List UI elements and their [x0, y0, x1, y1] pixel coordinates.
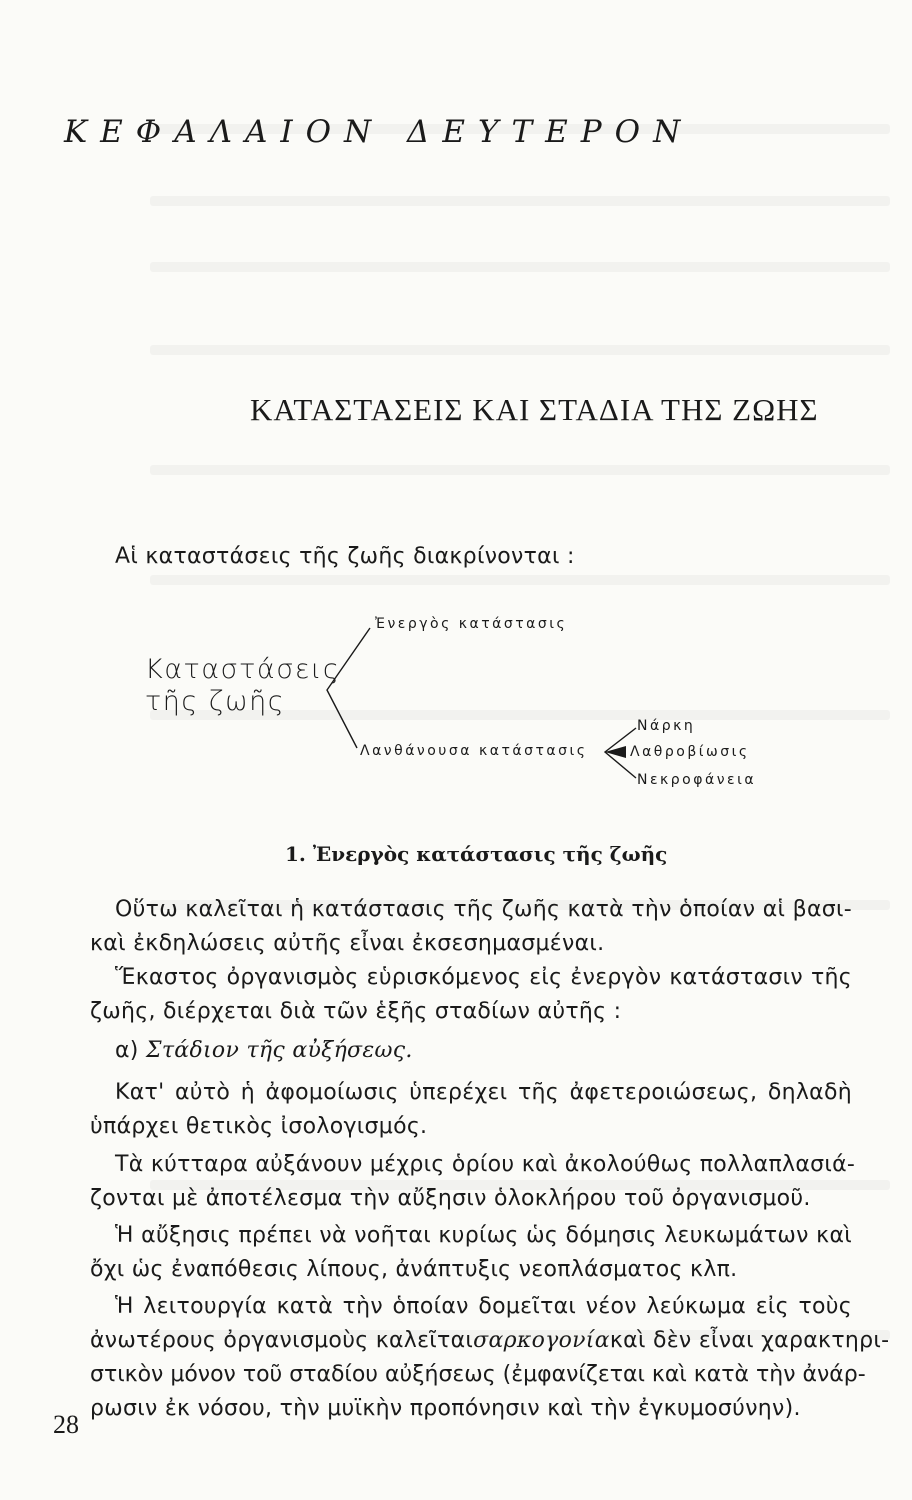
diagram-latent-sub-2: Λαθροβίωσις — [630, 744, 750, 760]
body-line: Οὕτω καλεῖται ἡ κατάστασις τῆς ζωῆς κατὰ τὴν ὁποίαν αἱ βασι- — [115, 897, 852, 922]
arrow-head — [605, 746, 626, 758]
intro-text: Αἱ καταστάσεις τῆς ζωῆς διακρίνονται : — [115, 544, 575, 569]
body-line: Ἕκαστος ὀργανισμὸς εὑρισκόμενος εἰς ἐνεργὸν κατάστασιν τῆς — [115, 965, 852, 990]
stage-a-title: Στάδιον τῆς αὐξήσεως. — [145, 1038, 413, 1063]
diagram-root-line2: τῆς ζωῆς — [145, 686, 286, 717]
body-line: ὑπάρχει θετικὸς ἰσολογισμός. — [90, 1114, 428, 1139]
diagram-branch-active: Ἐνεργὸς κατάστασις — [375, 616, 568, 632]
body-line: στικὸν μόνον τοῦ σταδίου αὐξήσεως (ἐμφανίζεται καὶ κατὰ τὴν ἀνάρ- — [90, 1362, 866, 1387]
body-line: ρωσιν ἐκ νόσου, τὴν μυϊκὴν προπόνησιν καὶ τὴν ἐγκυμοσύνην). — [90, 1396, 801, 1421]
stage-a-heading — [115, 1034, 852, 1068]
body-line: Ἡ λειτουργία κατὰ τὴν ὁποίαν δομεῖται νέον λεύκωμα εἰς τοὺς — [115, 1294, 852, 1319]
body-line: Τὰ κύτταρα αὐξάνουν μέχρις ὁρίου καὶ ἀκολούθως πολλαπλασιά- — [115, 1152, 856, 1177]
chapter-heading: ΚΕΦΑΛΑΙΟΝ ΔΕΥΤΕΡΟΝ — [64, 114, 694, 150]
stage-a-marker: α) — [115, 1038, 139, 1063]
body-line: ζονται μὲ ἀποτέλεσμα τὴν αὔξησιν ὁλοκλήρου τοῦ ὀργανισμοῦ. — [90, 1186, 811, 1211]
body-line: ὄχι ὡς ἐναπόθεσις λίπους, ἀνάπτυξις νεοπλάσματος κλπ. — [90, 1257, 738, 1282]
term-sarkogonia: σαρκογονία — [473, 1328, 610, 1353]
root-bracket — [327, 628, 370, 748]
body-line: Ἡ αὔξησις πρέπει νὰ νοῆται κυρίως ὡς δόμησις λευκωμάτων καὶ — [115, 1223, 852, 1248]
page-number: 28 — [53, 1410, 79, 1439]
diagram-latent-sub-1: Νάρκη — [637, 718, 696, 734]
section-heading: 1. Ἐνεργὸς κατάστασις τῆς ζωῆς — [285, 842, 668, 866]
page-title: ΚΑΤΑΣΤΑΣΕΙΣ ΚΑΙ ΣΤΑΔΙΑ ΤΗΣ ΖΩΗΣ — [250, 392, 819, 427]
body-fragment: ἀνωτέρους ὀργανισμοὺς καλεῖται — [90, 1328, 474, 1353]
body-line: καὶ ἐκδηλώσεις αὐτῆς εἶναι ἐκσεσημασμέναι. — [90, 931, 605, 956]
body-line: Κατ' αὐτὸ ἡ ἀφομοίωσις ὑπερέχει τῆς ἀφετεροιώσεως, δηλαδὴ — [115, 1080, 852, 1105]
diagram-latent-sub-3: Νεκροφάνεια — [637, 772, 757, 788]
body-line: ζωῆς, διέρχεται διὰ τῶν ἑξῆς σταδίων αὐτῆς : — [90, 999, 622, 1024]
body-line — [90, 1324, 890, 1358]
body-fragment: καὶ δὲν εἶναι χαρακτηρι- — [609, 1328, 890, 1353]
diagram-branch-latent: Λανθάνουσα κατάστασις — [360, 743, 588, 759]
diagram-root-line1: Καταστάσεις — [145, 654, 341, 685]
